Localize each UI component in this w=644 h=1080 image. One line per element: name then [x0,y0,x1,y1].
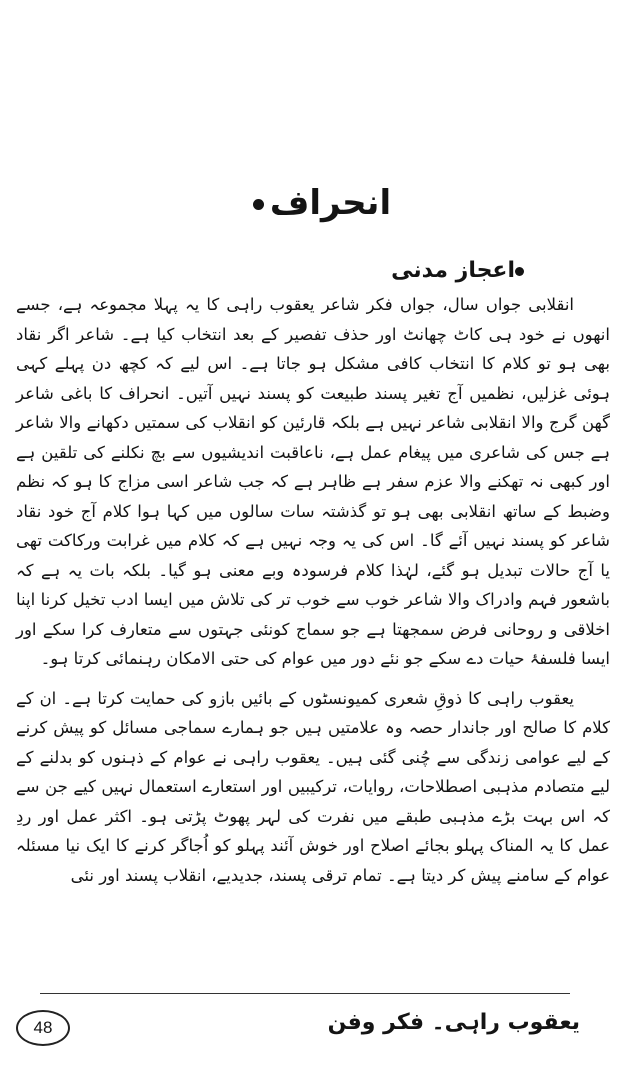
running-title: یعقوب راہی۔ فکر وفن [327,1010,580,1035]
chapter-title [0,178,644,228]
paragraph-1: انقلابی جواں سال، جواں فکر شاعر یعقوب راہی کا یہ پہلا مجموعہ ہے، جسے انھوں نے خود ہی کاٹ چھانٹ اور حذف تفصیر کے بعد انتخاب کیا ہے۔ شاعر اگر نقاد بھی ہو تو کلام کا انتخاب کافی مشکل ہو جاتا ہے۔ اس لیے کہ کچھ دن پہلے کہی ہوئی غزلیں، نظمیں آج تغیر پسند طبیعت کو پسند نہیں آتیں۔ انحراف کا باغی شاعر گھن گرج والا انقلابی شاعر نہیں ہے بلکہ قارئین کو انقلاب کی سمتیں دکھانے والا شاعر ہے جس کی شاعری میں پیغام عمل ہے، ناعاقبت اندیشیوں سے بچ نکلنے کی تلقین ہے اور کبھی نہ تھکنے والا عزم سفر ہے ظاہر ہے کہ جب شاعر اسی مزاج کا ہو کہ نظم وضبط کے ساتھ انقلابی بھی ہو تو گذشتہ سات سالوں میں کہا ہوا کلام آج خود نقاد شاعر کو پسند نہیں آئے گا۔ اس کی یہ وجہ نہیں ہے کہ کلام میں غرابت ورکاکت تھی یا آج حالات تبدیل ہو گئے، لہٰذا کلام فرسودہ وبے معنی ہو گیا۔ بلکہ بات یہ ہے کہ باشعور فہم وادراک والا شاعر خوب سے خوب تر کی تلاش میں ایسا ادب تخیل کرنا اپنا اخلاقی و روحانی فرض سمجھتا ہے جو سماج کونئی جہتوں سے متعارف کرا سکے اور ایسا فلسفۂ حیات دے سکے جو نئے دور میں عوام کی حتی الامکان رہنمائی کرتا ہو۔ [16,295,610,668]
page-number [16,1010,70,1046]
body-text [16,290,610,890]
author-name: اعجاز مدنی [391,258,515,283]
chapter-title-text: انحراف [269,183,392,223]
footer-divider [40,993,570,994]
bullet-icon [253,199,264,210]
author-line [0,256,644,286]
page-number-text: 48 [33,1018,53,1037]
bullet-icon [515,267,524,276]
paragraph-2: یعقوب راہی کا ذوقِ شعری کمیونسٹوں کے بائیں بازو کی حمایت کرتا ہے۔ ان کے کلام کا صالح اور جاندار حصہ وہ علامتیں ہیں جو ہمارے سماجی مسائل کو پیش کرنے کے لیے عوامی زندگی سے چُنی گئی ہیں۔ یعقوب راہی نے عوام کے ذہنوں کو بدلنے کے لیے متصادم مذہبی اصطلاحات، روایات، ترکیبیں اور استعارے استعمال نہیں کیے جن سے کہ اس بہت بڑے مذہبی طبقے میں نفرت کی لہر پھوٹ پڑتی ہو۔ اکثر عمل اور ردِ عمل کا یہ المناک پہلو بجائے اصلاح اور خوش آئند پہلو کو اُجاگر کرنے کا ایک نیا مسئلہ عوام کے سامنے پیش کر دیتا ہے۔ تمام ترقی پسند، جدیدیے، انقلاب پسند اور نئی [16,688,610,885]
